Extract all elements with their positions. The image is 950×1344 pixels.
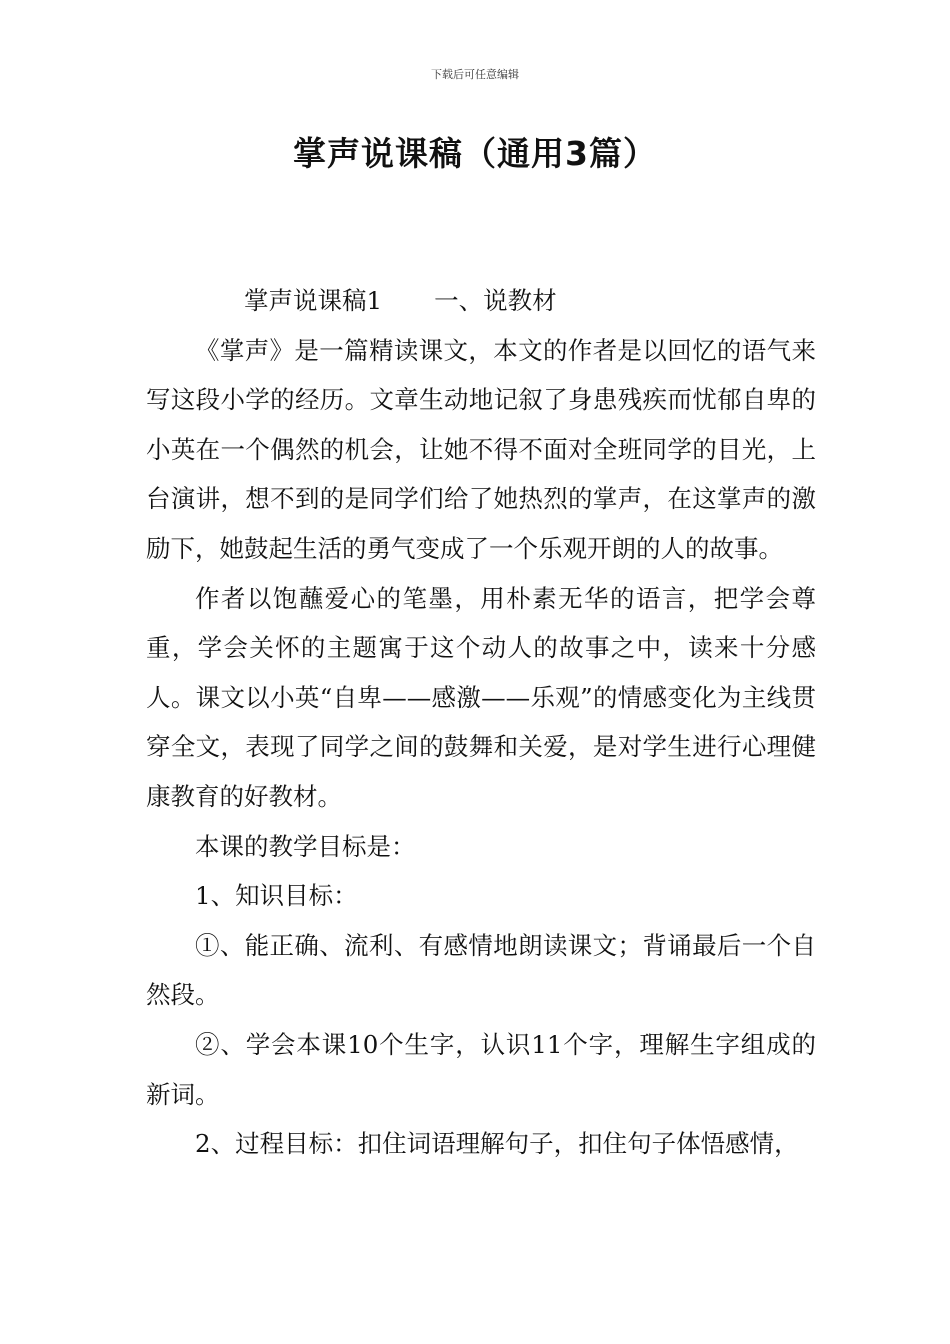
paragraph: ①、能正确、流利、有感情地朗读课文；背诵最后一个自然段。 <box>146 930 816 1010</box>
paragraph: 作者以饱蘸爱心的笔墨，用朴素无华的语言，把学会尊重，学会关怀的主题寓于这个动人的故事之中，读来十分感人。课文以小英“自卑——感激——乐观”的情感变化为主线贯穿全文，表现了同学之间的鼓舞和关爱，是对学生进行心理健康教育的好教材。 <box>146 583 816 811</box>
document-body <box>146 276 816 1169</box>
section-subheading: 一、说教材 <box>434 286 557 315</box>
section-heading <box>146 276 816 326</box>
paragraph: 2、过程目标：扣住词语理解句子，扣住句子体悟感情， <box>195 1129 799 1159</box>
paragraph: 本课的教学目标是： <box>195 831 416 861</box>
paragraph: 《掌声》是一篇精读课文，本文的作者是以回忆的语气来写这段小学的经历。文章生动地记叙了身患残疾而忧郁自卑的小英在一个偶然的机会，让她不得不面对全班同学的目光，上台演讲，想不到的是同学们给了她热烈的掌声，在这掌声的激励下，她鼓起生活的勇气变成了一个乐观开朗的人的故事。 <box>146 335 816 563</box>
document-title: 掌声说课稿（通用3篇） <box>293 134 657 173</box>
paragraph: ②、学会本课10个生字，认识11个字，理解生字组成的新词。 <box>146 1029 816 1109</box>
paragraph: 1、知识目标： <box>195 881 358 911</box>
section-label: 掌声说课稿1 <box>244 286 383 315</box>
header-note: 下载后可任意编辑 <box>431 68 519 81</box>
